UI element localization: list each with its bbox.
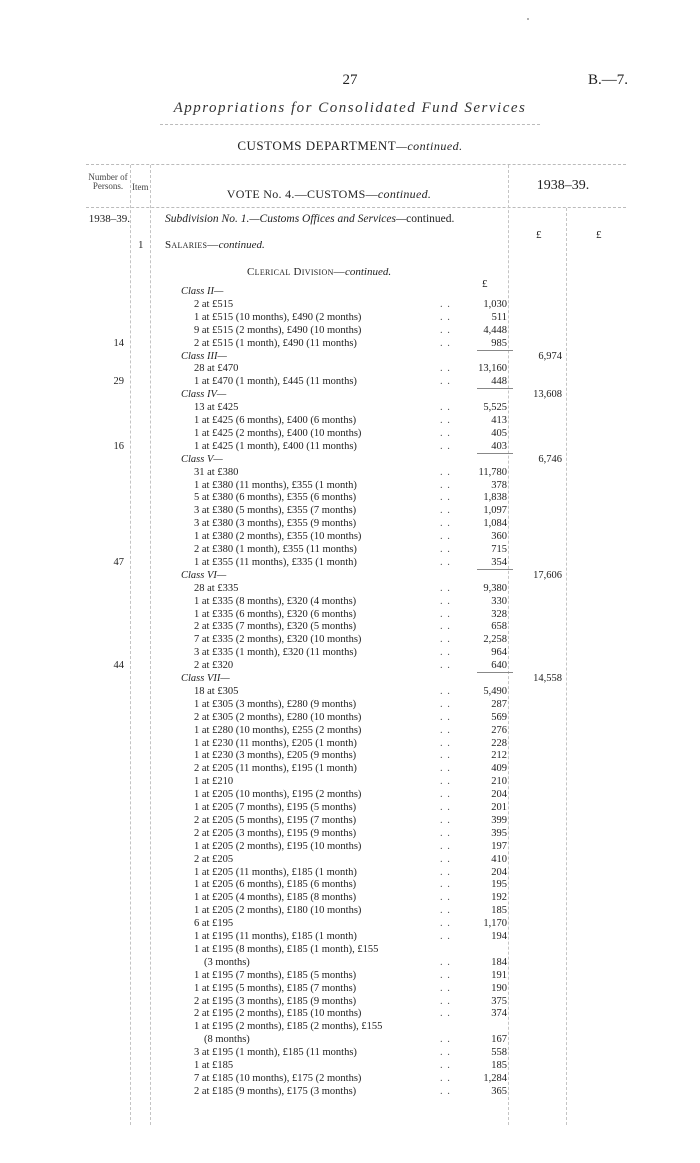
row-amount: 276 <box>491 724 507 736</box>
row-amount: 1,838 <box>483 492 507 504</box>
number-of-persons: 16 <box>113 440 124 452</box>
row-label: 1 at £185 <box>194 1060 234 1071</box>
row-amount: 360 <box>491 531 507 543</box>
title-rule <box>160 124 540 125</box>
row-label: 2 at £320 <box>194 660 234 672</box>
table-row <box>0 788 700 801</box>
row-label: 1 at £425 (1 month), £400 (11 months) <box>194 440 357 452</box>
row-label: 2 at £515 (1 month), £490 (11 months) <box>194 337 357 349</box>
row-label: 1 at £230 (11 months), £205 (1 month) <box>194 737 357 749</box>
row-label-continued: (3 months) <box>204 956 250 968</box>
class-subtotal: 13,608 <box>533 389 562 401</box>
table-row <box>0 337 700 350</box>
row-amount: 5,525 <box>483 402 507 414</box>
page-title: Appropriations for Consolidated Fund Services <box>173 100 527 116</box>
row-label: 2 at £195 (2 months), £185 (10 months) <box>194 1008 362 1020</box>
row-amount: 287 <box>491 698 507 710</box>
row-label: 2 at £335 (7 months), £320 (5 months) <box>194 621 357 633</box>
leader-dots: . . <box>440 427 451 439</box>
row-label: 2 at £185 (9 months), £175 (3 months) <box>194 1085 357 1097</box>
row-amount: 569 <box>491 711 507 723</box>
row-amount: 985 <box>491 337 507 349</box>
row-label: 2 at £205 (5 months), £195 (7 months) <box>194 814 357 826</box>
row-label: 3 at £195 (1 month), £185 (11 months) <box>194 1047 357 1059</box>
row-amount: 11,780 <box>478 466 507 478</box>
row-label: 1 at £205 (4 months), £185 (8 months) <box>194 892 357 904</box>
leader-dots: . . <box>440 621 451 633</box>
document-reference: B.—7. <box>587 72 628 88</box>
row-amount: 201 <box>491 802 507 813</box>
class-label: Class II— <box>181 286 224 297</box>
class-heading-row <box>0 453 700 466</box>
leader-dots: . . <box>440 1047 451 1059</box>
row-amount: 5,490 <box>483 685 507 697</box>
row-label: 2 at £380 (1 month), £355 (11 months) <box>194 544 357 555</box>
table-row <box>0 530 700 543</box>
row-label: 13 at £425 <box>194 402 239 414</box>
row-label: 1 at £195 (8 months), £185 (1 month), £155 <box>194 943 379 955</box>
table-row <box>0 362 700 375</box>
row-amount: 405 <box>491 427 507 439</box>
table-row <box>0 917 700 930</box>
row-label: 1 at £205 (10 months), £195 (2 months) <box>194 789 362 801</box>
table-row <box>0 1007 700 1020</box>
row-label: 3 at £335 (1 month), £320 (11 months) <box>194 647 357 659</box>
row-label: 1 at £205 (2 months), £195 (10 months) <box>194 840 362 852</box>
table-row <box>0 608 700 621</box>
row-label: 31 at £380 <box>194 466 239 478</box>
row-label: 1 at £195 (7 months), £185 (5 months) <box>194 969 357 981</box>
row-amount: 4,448 <box>483 324 507 336</box>
row-label: 3 at £380 (5 months), £355 (7 months) <box>194 505 357 517</box>
table-row <box>0 582 700 595</box>
leader-dots: . . <box>440 608 451 620</box>
row-label: 1 at £230 (3 months), £205 (9 months) <box>194 750 357 762</box>
row-label: 1 at £205 (2 months), £180 (10 months) <box>194 905 362 917</box>
row-amount: 378 <box>491 479 507 491</box>
class-heading-row <box>0 672 700 685</box>
row-amount: 399 <box>491 814 507 826</box>
row-amount: 197 <box>491 840 507 852</box>
class-subtotal: 6,746 <box>538 453 562 465</box>
row-amount: 9,380 <box>483 582 507 594</box>
row-amount: 328 <box>491 608 507 620</box>
leader-dots: . . <box>440 698 451 710</box>
leader-dots: . . <box>440 595 451 607</box>
pound-sign-left: £ <box>536 229 542 241</box>
table-row <box>0 891 700 904</box>
row-label: 1 at £425 (6 months), £400 (6 months) <box>194 415 357 426</box>
subdivision-text: Subdivision No. 1.—Customs Offices and Services— <box>165 213 407 225</box>
table-row <box>0 685 700 698</box>
vote-suffix: continued. <box>377 187 432 201</box>
table-row <box>0 504 700 517</box>
row-label: 1 at £195 (11 months), £185 (1 month) <box>194 931 357 942</box>
table-row <box>0 878 700 891</box>
table-row <box>0 1033 700 1046</box>
table-row <box>0 995 700 1008</box>
row-amount: 413 <box>491 415 507 426</box>
table-row <box>0 1020 700 1033</box>
row-amount: 410 <box>491 853 507 865</box>
leader-dots: . . <box>440 582 451 594</box>
table-row <box>0 853 700 866</box>
leader-dots: . . <box>440 324 451 336</box>
table-row <box>0 775 700 788</box>
row-amount: 204 <box>491 789 507 801</box>
subdivision-year: 1938–39. <box>88 213 130 225</box>
table-row <box>0 801 700 814</box>
class-label: Class III— <box>181 350 227 362</box>
leader-dots: . . <box>440 1008 451 1020</box>
table-row <box>0 466 700 479</box>
row-amount: 195 <box>491 879 507 891</box>
table-row <box>0 595 700 608</box>
table-row <box>0 556 700 569</box>
table-row <box>0 633 700 646</box>
leader-dots: . . <box>440 879 451 891</box>
row-label: 1 at £470 (1 month), £445 (11 months) <box>194 376 357 388</box>
leader-dots: . . <box>440 814 451 826</box>
row-amount: 228 <box>491 737 507 749</box>
division-suffix: continued. <box>344 266 392 278</box>
row-label: 1 at £195 (5 months), £185 (7 months) <box>194 982 357 994</box>
table-row <box>0 904 700 917</box>
row-label: 1 at £280 (10 months), £255 (2 months) <box>194 724 362 736</box>
leader-dots: . . <box>440 866 451 878</box>
table-row <box>0 324 700 337</box>
table-row <box>0 659 700 672</box>
header-item: Item <box>132 182 149 192</box>
row-label: 1 at £425 (2 months), £400 (10 months) <box>194 427 362 439</box>
row-label <box>194 1033 250 1046</box>
row-amount: 715 <box>491 544 507 555</box>
row-label: 2 at £205 <box>194 853 234 865</box>
row-label: 1 at £210 <box>194 776 234 788</box>
row-label: 2 at £205 (3 months), £195 (9 months) <box>194 827 357 839</box>
department-name: CUSTOMS DEPARTMENT <box>237 138 397 153</box>
leader-dots: . . <box>440 685 451 697</box>
row-label: 2 at £195 (3 months), £185 (9 months) <box>194 995 357 1007</box>
table-row <box>0 479 700 492</box>
leader-dots: . . <box>440 505 451 517</box>
table-top-rule <box>86 164 626 165</box>
number-of-persons: 14 <box>113 337 124 349</box>
leader-dots: . . <box>440 1060 451 1071</box>
salaries-heading <box>165 239 265 251</box>
leader-dots: . . <box>440 853 451 865</box>
number-of-persons: 29 <box>113 376 124 388</box>
leader-dots: . . <box>440 544 451 555</box>
row-amount: 511 <box>491 311 507 323</box>
leader-dots: . . <box>440 892 451 904</box>
leader-dots: . . <box>440 492 451 504</box>
table-row <box>0 311 700 324</box>
leader-dots: . . <box>440 556 451 568</box>
table-row <box>0 620 700 633</box>
leader-dots: . . <box>440 440 451 452</box>
row-amount: 1,284 <box>483 1072 507 1084</box>
class-subtotal: 17,606 <box>533 569 562 581</box>
leader-dots: . . <box>440 969 451 981</box>
row-label: 1 at £195 (2 months), £185 (2 months), £155 <box>194 1021 383 1033</box>
leader-dots: . . <box>440 982 451 994</box>
table-row <box>0 1059 700 1072</box>
row-label: 1 at £355 (11 months), £335 (1 month) <box>194 556 357 568</box>
row-label: 1 at £335 (8 months), £320 (4 months) <box>194 595 357 607</box>
item-number: 1 <box>138 239 144 251</box>
row-amount: 2,258 <box>483 634 507 646</box>
class-label: Class IV— <box>181 389 227 401</box>
subtotal-rule <box>477 672 513 673</box>
row-amount: 190 <box>491 982 507 994</box>
leader-dots: . . <box>440 711 451 723</box>
leader-dots: . . <box>440 724 451 736</box>
row-amount: 1,170 <box>483 918 507 930</box>
row-amount: 167 <box>491 1034 507 1046</box>
table-row <box>0 943 700 956</box>
header-year: 1938–39. <box>536 178 590 193</box>
leader-dots: . . <box>440 737 451 749</box>
leader-dots: . . <box>440 789 451 801</box>
leader-dots: . . <box>440 415 451 426</box>
row-label: 6 at £195 <box>194 918 234 930</box>
row-amount: 13,160 <box>478 363 507 375</box>
row-label: 1 at £205 (7 months), £195 (5 months) <box>194 802 357 813</box>
leader-dots: . . <box>440 660 451 672</box>
subtotal-rule <box>477 453 513 454</box>
table-row <box>0 866 700 879</box>
leader-dots: . . <box>440 827 451 839</box>
table-row <box>0 1085 700 1098</box>
row-amount: 375 <box>491 995 507 1007</box>
row-label: 28 at £335 <box>194 582 239 594</box>
row-amount: 403 <box>491 440 507 452</box>
row-amount: 409 <box>491 763 507 775</box>
table-row <box>0 543 700 556</box>
row-amount: 1,097 <box>483 505 507 517</box>
row-label: 1 at £380 (2 months), £355 (10 months) <box>194 531 362 543</box>
row-amount: 374 <box>491 1008 507 1020</box>
table-row <box>0 517 700 530</box>
row-label <box>194 956 250 969</box>
row-label: 2 at £305 (2 months), £280 (10 months) <box>194 711 362 723</box>
class-heading-row <box>0 388 700 401</box>
department-heading <box>0 138 700 154</box>
row-amount: 185 <box>491 905 507 917</box>
row-label: 1 at £205 (6 months), £185 (6 months) <box>194 879 357 891</box>
leader-dots: . . <box>440 376 451 388</box>
table-row <box>0 737 700 750</box>
pound-sign-right: £ <box>596 229 602 241</box>
row-label: 7 at £185 (10 months), £175 (2 months) <box>194 1072 362 1084</box>
row-label-continued: (8 months) <box>204 1034 250 1046</box>
row-label: 1 at £380 (11 months), £355 (1 month) <box>194 479 357 491</box>
row-label: 5 at £380 (6 months), £355 (6 months) <box>194 492 357 504</box>
class-subtotal: 6,974 <box>538 350 562 362</box>
table-row <box>0 969 700 982</box>
leader-dots: . . <box>440 918 451 930</box>
row-amount: 191 <box>491 969 507 981</box>
row-amount: 448 <box>491 376 507 388</box>
row-amount: 640 <box>491 660 507 672</box>
leader-dots: . . <box>440 479 451 491</box>
table-row <box>0 956 700 969</box>
header-bottom-rule <box>86 207 626 208</box>
leader-dots: . . <box>440 763 451 775</box>
table-row <box>0 298 700 311</box>
table-row <box>0 762 700 775</box>
subdivision-suffix: continued. <box>406 213 455 225</box>
subtotal-rule <box>477 388 513 389</box>
row-label: 1 at £205 (11 months), £185 (1 month) <box>194 866 357 878</box>
subdivision-heading <box>165 213 454 225</box>
leader-dots: . . <box>440 905 451 917</box>
table-row <box>0 930 700 943</box>
row-amount: 330 <box>491 595 507 607</box>
scan-speck <box>527 18 529 20</box>
leader-dots: . . <box>440 1072 451 1084</box>
table-row <box>0 840 700 853</box>
row-amount: 184 <box>491 956 507 968</box>
page-number: 27 <box>342 72 358 88</box>
row-label: 2 at £205 (11 months), £195 (1 month) <box>194 763 357 775</box>
number-of-persons: 44 <box>113 660 124 672</box>
row-amount: 210 <box>491 776 507 788</box>
leader-dots: . . <box>440 1085 451 1097</box>
table-row <box>0 698 700 711</box>
leader-dots: . . <box>440 1034 451 1046</box>
leader-dots: . . <box>440 634 451 646</box>
row-label: 1 at £515 (10 months), £490 (2 months) <box>194 311 362 323</box>
vote-title: VOTE No. 4.—CUSTOMS— <box>226 187 378 201</box>
leader-dots: . . <box>440 750 451 762</box>
table-row <box>0 1072 700 1085</box>
department-suffix: —continued. <box>396 139 463 153</box>
row-amount: 558 <box>491 1047 507 1059</box>
table-row <box>0 814 700 827</box>
class-heading-row <box>0 285 700 298</box>
table-row <box>0 646 700 659</box>
subtotal-rule <box>477 569 513 570</box>
salaries-suffix: continued. <box>218 239 265 251</box>
division-pound-sign: £ <box>482 278 488 290</box>
row-label: 2 at £515 <box>194 298 234 310</box>
row-amount: 1,030 <box>483 298 507 310</box>
leader-dots: . . <box>440 840 451 852</box>
row-label: 7 at £335 (2 months), £320 (10 months) <box>194 634 362 646</box>
table-row <box>0 827 700 840</box>
table-row <box>0 427 700 440</box>
salaries-label: Salaries— <box>165 239 219 251</box>
leader-dots: . . <box>440 402 451 414</box>
leader-dots: . . <box>440 311 451 323</box>
leader-dots: . . <box>440 363 451 375</box>
leader-dots: . . <box>440 466 451 478</box>
row-label: 1 at £335 (6 months), £320 (6 months) <box>194 608 357 620</box>
leader-dots: . . <box>440 995 451 1007</box>
header-number-of-persons: Number of Persons. <box>88 172 128 191</box>
class-heading-row <box>0 569 700 582</box>
class-label: Class VII— <box>181 673 230 684</box>
leader-dots: . . <box>440 956 451 968</box>
row-amount: 212 <box>491 750 507 762</box>
row-amount: 395 <box>491 827 507 839</box>
row-amount: 658 <box>491 621 507 633</box>
table-row <box>0 724 700 737</box>
table-row <box>0 982 700 995</box>
row-amount: 354 <box>491 556 507 568</box>
class-subtotal: 14,558 <box>533 673 562 684</box>
row-amount: 194 <box>491 931 507 942</box>
leader-dots: . . <box>440 337 451 349</box>
class-label: Class VI— <box>181 569 227 581</box>
leader-dots: . . <box>440 298 451 310</box>
leader-dots: . . <box>440 931 451 942</box>
row-amount: 1,084 <box>483 518 507 530</box>
table-row <box>0 749 700 762</box>
row-amount: 365 <box>491 1085 507 1097</box>
table-row <box>0 491 700 504</box>
row-label: 3 at £380 (3 months), £355 (9 months) <box>194 518 357 530</box>
class-heading-row <box>0 350 700 363</box>
row-label: 1 at £305 (3 months), £280 (9 months) <box>194 698 357 710</box>
division-heading <box>247 266 391 278</box>
table-row <box>0 375 700 388</box>
row-label: 28 at £470 <box>194 363 239 375</box>
table-row <box>0 401 700 414</box>
class-label: Class V— <box>181 453 223 465</box>
row-amount: 185 <box>491 1060 507 1071</box>
row-amount: 192 <box>491 892 507 904</box>
table-row <box>0 440 700 453</box>
table-row <box>0 1046 700 1059</box>
subtotal-rule <box>477 350 513 351</box>
row-amount: 204 <box>491 866 507 878</box>
leader-dots: . . <box>440 518 451 530</box>
table-row <box>0 711 700 724</box>
leader-dots: . . <box>440 531 451 543</box>
leader-dots: . . <box>440 647 451 659</box>
leader-dots: . . <box>440 802 451 813</box>
division-label: Clerical Division— <box>247 266 345 278</box>
table-row <box>0 414 700 427</box>
number-of-persons: 47 <box>113 556 124 568</box>
row-label: 18 at £305 <box>194 685 239 697</box>
leader-dots: . . <box>440 776 451 788</box>
row-label: 9 at £515 (2 months), £490 (10 months) <box>194 324 362 336</box>
header-vote <box>150 187 508 202</box>
row-amount: 964 <box>491 647 507 659</box>
